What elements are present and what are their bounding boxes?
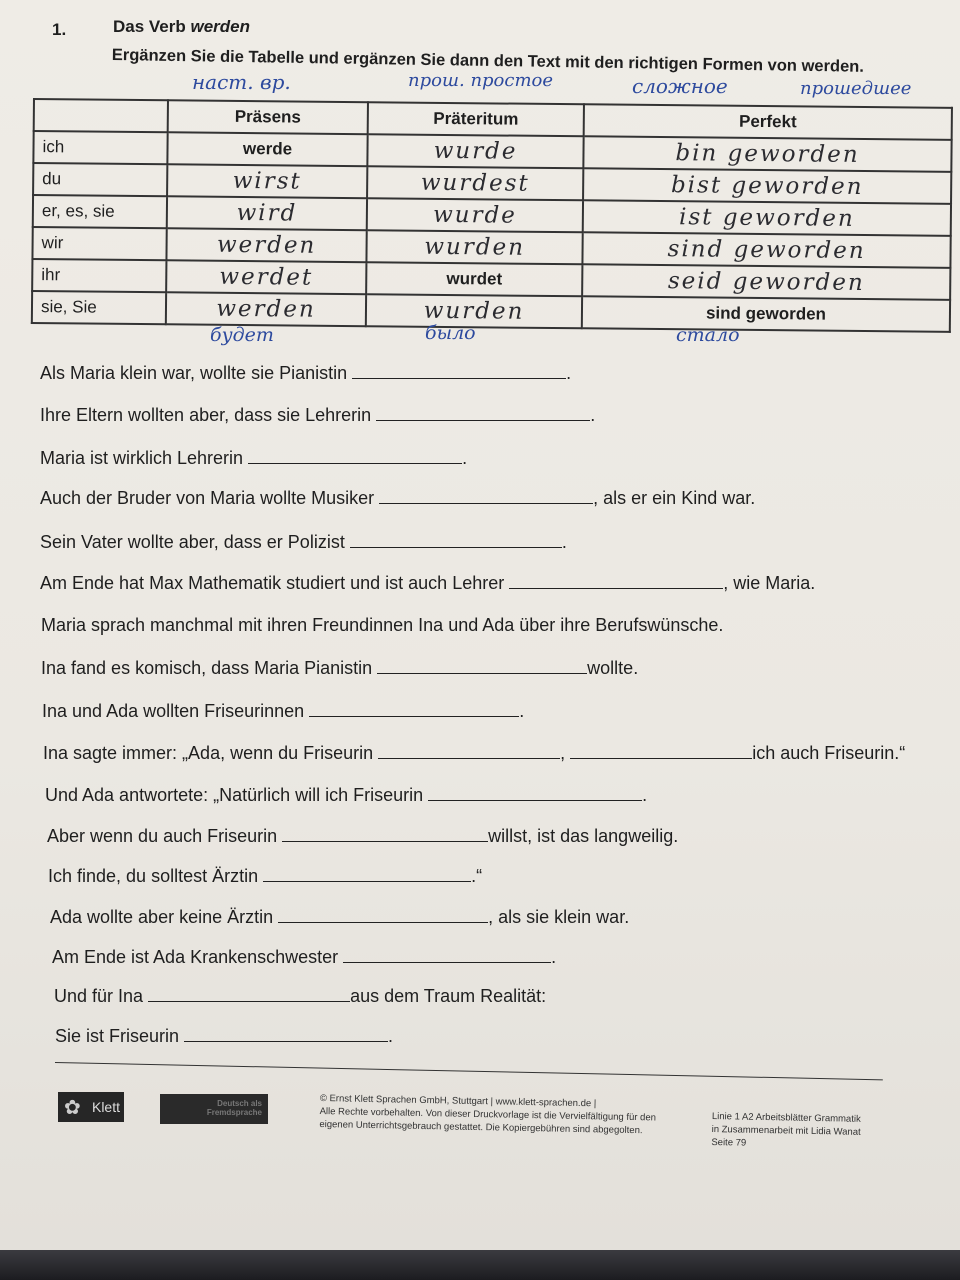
title-text: Das Verb	[113, 17, 191, 36]
answer-blank[interactable]	[278, 906, 488, 923]
answer-blank[interactable]	[343, 946, 551, 963]
answer-blank[interactable]	[263, 865, 471, 882]
sentence-line	[40, 447, 467, 469]
source-info	[711, 1110, 861, 1152]
praeteritum-cell: wurdet	[366, 262, 582, 296]
handwritten-answer: werden	[216, 295, 316, 323]
footer-divider	[55, 1062, 883, 1080]
pronoun-cell: sie, Sie	[32, 291, 166, 324]
praeteritum-cell[interactable]	[366, 230, 582, 264]
sentence-end: , wie Maria.	[723, 573, 816, 593]
praeteritum-cell[interactable]	[367, 134, 583, 168]
praesens-cell[interactable]	[166, 260, 366, 294]
perfekt-cell[interactable]	[583, 136, 951, 172]
conjugation-table	[31, 98, 953, 333]
handwritten-answer: wird	[236, 199, 298, 227]
handwritten-answer: wurden	[424, 233, 526, 261]
sentence-end: .	[551, 947, 557, 967]
page-number: Seite 79	[711, 1136, 747, 1149]
sentence-text: Am Ende hat Max Mathematik studiert und ist auch Lehrer	[40, 573, 505, 593]
answer-blank[interactable]	[428, 784, 642, 801]
handwritten-answer: ist geworden	[678, 204, 855, 232]
handwritten-answer: bist geworden	[670, 172, 864, 200]
sentence-text: Maria ist wirklich Lehrerin	[40, 448, 244, 468]
handwritten-answer: werden	[216, 231, 317, 259]
handwritten-note: прошедшее	[800, 78, 912, 99]
praesens-cell: werde	[167, 132, 367, 166]
sentence-end: .	[566, 363, 572, 383]
answer-blank[interactable]	[379, 487, 593, 504]
perfekt-cell: sind geworden	[582, 296, 950, 332]
sentence-line	[47, 825, 678, 847]
handwritten-answer: wurde	[432, 201, 517, 229]
sentence-text: Und für Ina	[54, 986, 144, 1006]
exercise-title	[113, 17, 250, 37]
sentence-end: .	[590, 405, 596, 425]
sentence-end: willst, ist das langweilig.	[488, 826, 679, 846]
sentence-line	[48, 865, 482, 887]
sentence-text: Auch der Bruder von Maria wollte Musiker	[40, 488, 375, 508]
copyright-notice	[319, 1092, 656, 1137]
handwritten-note: стало	[676, 324, 740, 346]
sentence-end: , als er ein Kind war.	[593, 488, 756, 508]
sentence-end: .	[388, 1026, 394, 1046]
answer-blank[interactable]	[352, 362, 566, 379]
handwritten-note: было	[425, 322, 476, 344]
sentence-text: Ina und Ada wollten Friseurinnen	[42, 701, 305, 721]
answer-blank[interactable]	[148, 985, 350, 1002]
handwritten-answer: bin geworden	[675, 140, 860, 168]
exercise-number: 1.	[52, 20, 67, 39]
sentence-text: Am Ende ist Ada Krankenschwester	[52, 947, 339, 967]
sentence-end: .“	[471, 866, 483, 886]
sentence-end: .	[642, 785, 648, 805]
sentence-line	[40, 531, 567, 553]
sentence-end: .	[561, 532, 567, 552]
exercise-instruction: Ergänzen Sie die Tabelle und ergänzen Sie dann den Text mit den richtigen Formen von werden.	[111, 46, 865, 76]
copyright-line: eigenen Unterrichtsgebrauch gestattet. Die Kopiergebühren sind abgegolten.	[319, 1118, 643, 1137]
answer-blank[interactable]	[570, 742, 752, 759]
perfekt-cell[interactable]	[582, 264, 950, 300]
sentence-end: .	[462, 448, 468, 468]
praesens-cell[interactable]	[167, 164, 367, 198]
table-header-cell: Perfekt	[584, 104, 952, 140]
sentence-end: , als sie klein war.	[488, 907, 630, 927]
table-header-cell	[34, 99, 168, 132]
handwritten-answer: wurde	[433, 137, 518, 165]
sentence-end: ich auch Friseurin.“	[752, 743, 906, 763]
answer-blank[interactable]	[309, 700, 519, 717]
sentence-text: Ina sagte immer: „Ada, wenn du Friseurin	[43, 743, 374, 763]
sentence-line	[42, 700, 524, 722]
sentence-line	[40, 362, 571, 384]
answer-blank[interactable]	[282, 825, 488, 842]
desk-surface	[0, 1250, 960, 1280]
handwritten-answer: werdet	[219, 263, 314, 291]
title-italic: werden	[190, 17, 251, 36]
handwritten-note: будет	[210, 324, 274, 346]
pronoun-cell: du	[33, 163, 167, 196]
sentence-end: aus dem Traum Realität:	[350, 986, 547, 1006]
sentence-line	[41, 615, 723, 636]
handwritten-note: сложное	[632, 74, 728, 98]
perfekt-cell[interactable]	[583, 232, 951, 268]
sentence-comma: ,	[560, 743, 566, 763]
perfekt-cell[interactable]	[583, 200, 951, 236]
source-line: Linie 1 A2 Arbeitsblätter Grammatik	[711, 1110, 861, 1125]
answer-blank[interactable]	[377, 657, 587, 674]
sentence-text: Und Ada antwortete: „Natürlich will ich Friseurin	[45, 785, 424, 805]
answer-blank[interactable]	[378, 742, 560, 759]
handwritten-note: наст. вр.	[192, 70, 291, 94]
daf-logo: Deutsch als Fremdsprache	[160, 1094, 268, 1124]
source-line: in Zusammenarbeit mit Lidia Wanat	[711, 1123, 861, 1138]
klett-logo-text: Klett	[91, 1099, 120, 1115]
klett-logo	[58, 1092, 124, 1122]
answer-blank[interactable]	[184, 1025, 388, 1042]
praeteritum-cell[interactable]	[367, 198, 583, 232]
table-header-cell: Präteritum	[368, 102, 584, 136]
sentence-text: Ich finde, du solltest Ärztin	[48, 866, 259, 886]
sentence-text: Sie ist Friseurin	[55, 1026, 180, 1046]
sentence-end: .	[519, 701, 525, 721]
perfekt-cell[interactable]	[583, 168, 951, 204]
sentence-line	[52, 946, 556, 968]
answer-blank[interactable]	[509, 572, 723, 589]
pronoun-cell: ich	[33, 131, 167, 164]
answer-blank[interactable]	[376, 404, 590, 421]
table-header-cell: Präsens	[168, 100, 368, 134]
praesens-cell[interactable]	[166, 228, 366, 262]
sentence-text: Aber wenn du auch Friseurin	[47, 826, 278, 846]
pronoun-cell: er, es, sie	[33, 195, 167, 228]
praesens-cell[interactable]	[166, 292, 366, 326]
klett-emblem-icon: ✿	[64, 1097, 81, 1119]
answer-blank[interactable]	[350, 531, 562, 548]
handwritten-answer: wurden	[423, 297, 525, 325]
sentence-line	[50, 906, 629, 928]
sentence-line	[45, 784, 647, 806]
handwritten-answer: wirst	[232, 167, 302, 195]
sentence-line	[40, 404, 595, 426]
sentence-end: wollte.	[587, 658, 639, 678]
sentence-text: Ina fand es komisch, dass Maria Pianistin	[41, 658, 373, 678]
pronoun-cell: ihr	[32, 259, 166, 292]
sentence-line	[43, 742, 905, 764]
copyright-line: Alle Rechte vorbehalten. Von dieser Druckvorlage ist die Vervielfältigung für den	[319, 1105, 657, 1124]
copyright-line: © Ernst Klett Sprachen GmbH, Stuttgart | www.klett-sprachen.de |	[319, 1092, 597, 1110]
handwritten-answer: sind geworden	[667, 236, 866, 264]
praesens-cell[interactable]	[167, 196, 367, 230]
sentence-line	[55, 1025, 393, 1047]
sentence-line	[54, 985, 546, 1007]
sentence-text: Sein Vater wollte aber, dass er Polizist	[40, 532, 345, 552]
praeteritum-cell[interactable]	[367, 166, 583, 200]
sentence-line	[40, 487, 755, 509]
handwritten-answer: seid geworden	[667, 268, 865, 296]
sentence-text: Maria sprach manchmal mit ihren Freundinnen Ina und Ada über ihre Berufswünsche.	[41, 615, 724, 635]
sentence-text: Ada wollte aber keine Ärztin	[50, 907, 274, 927]
sentence-text: Als Maria klein war, wollte sie Pianistin	[40, 363, 348, 383]
sentence-line	[40, 572, 815, 594]
pronoun-cell: wir	[32, 227, 166, 260]
handwritten-answer: wurdest	[420, 169, 530, 197]
answer-blank[interactable]	[248, 447, 462, 464]
sentence-line	[41, 657, 638, 679]
handwritten-note: прош. простое	[408, 70, 554, 91]
sentence-text: Ihre Eltern wollten aber, dass sie Lehrerin	[40, 405, 372, 425]
